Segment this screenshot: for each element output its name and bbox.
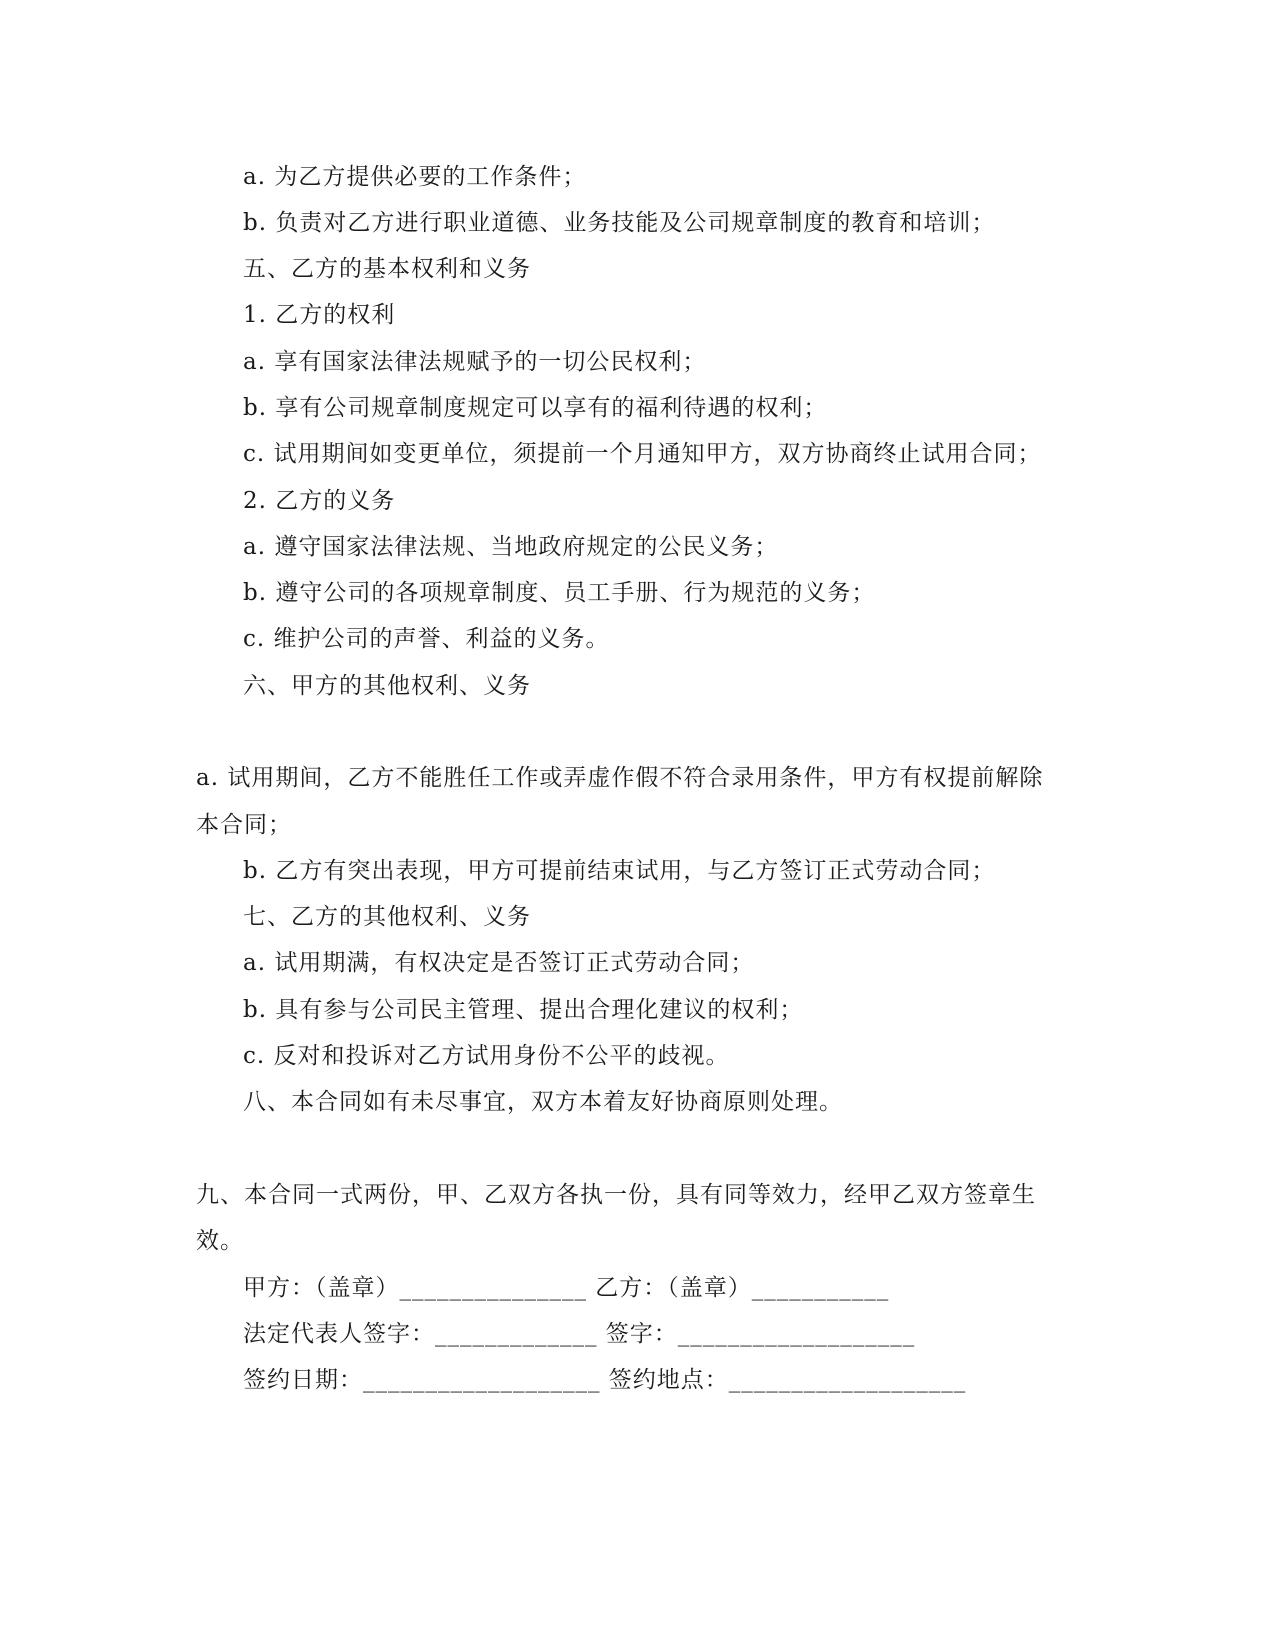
section-7-c-line: c. 反对和投诉对乙方试用身份不公平的歧视。: [243, 1043, 730, 1069]
section-9-line-2: 效。: [196, 1228, 244, 1254]
duty-a-line: a. 为乙方提供必要的工作条件；: [243, 164, 587, 190]
right-c-line: c. 试用期间如变更单位，须提前一个月通知甲方，双方协商终止试用合同；: [243, 441, 1042, 467]
right-a-line: a. 享有国家法律法规赋予的一切公民权利；: [243, 349, 707, 375]
section-6-b-line: b. 乙方有突出表现，甲方可提前结束试用，与乙方签订正式劳动合同；: [243, 858, 996, 884]
signature-row-representative: 法定代表人签字：_____________ 签字：___________________: [243, 1321, 916, 1347]
signature-row-party: 甲方：（盖章）_______________ 乙方：（盖章）___________: [243, 1275, 890, 1301]
section-7-b-line: b. 具有参与公司民主管理、提出合理化建议的权利；: [243, 997, 804, 1023]
obligation-a-line: a. 遵守国家法律法规、当地政府规定的公民义务；: [243, 534, 779, 560]
section-6-heading: 六、甲方的其他权利、义务: [243, 673, 531, 699]
section-5-heading: 五、乙方的基本权利和义务: [243, 256, 531, 282]
section-7-heading: 七、乙方的其他权利、义务: [243, 904, 531, 930]
signature-row-date-place: 签约日期：___________________ 签约地点：___________________: [243, 1367, 967, 1393]
section-7-a-line: a. 试用期满，有权决定是否签订正式劳动合同；: [243, 950, 755, 976]
obligation-b-line: b. 遵守公司的各项规章制度、员工手册、行为规范的义务；: [243, 580, 876, 606]
section-6-a-line-1: a. 试用期间，乙方不能胜任工作或弄虚作假不符合录用条件，甲方有权提前解除: [196, 765, 1044, 791]
right-b-line: b. 享有公司规章制度规定可以享有的福利待遇的权利；: [243, 395, 828, 421]
section-6-a-line-2: 本合同；: [196, 812, 292, 838]
duty-b-line: b. 负责对乙方进行职业道德、业务技能及公司规章制度的教育和培训；: [243, 210, 996, 236]
section-9-line-1: 九、本合同一式两份，甲、乙双方各执一份，具有同等效力，经甲乙双方签章生: [196, 1182, 1036, 1208]
obligation-c-line: c. 维护公司的声誉、利益的义务。: [243, 626, 610, 652]
obligations-subheading: 2. 乙方的义务: [243, 488, 396, 514]
rights-subheading: 1. 乙方的权利: [243, 302, 396, 328]
section-8-line: 八、本合同如有未尽事宜，双方本着友好协商原则处理。: [243, 1089, 843, 1115]
